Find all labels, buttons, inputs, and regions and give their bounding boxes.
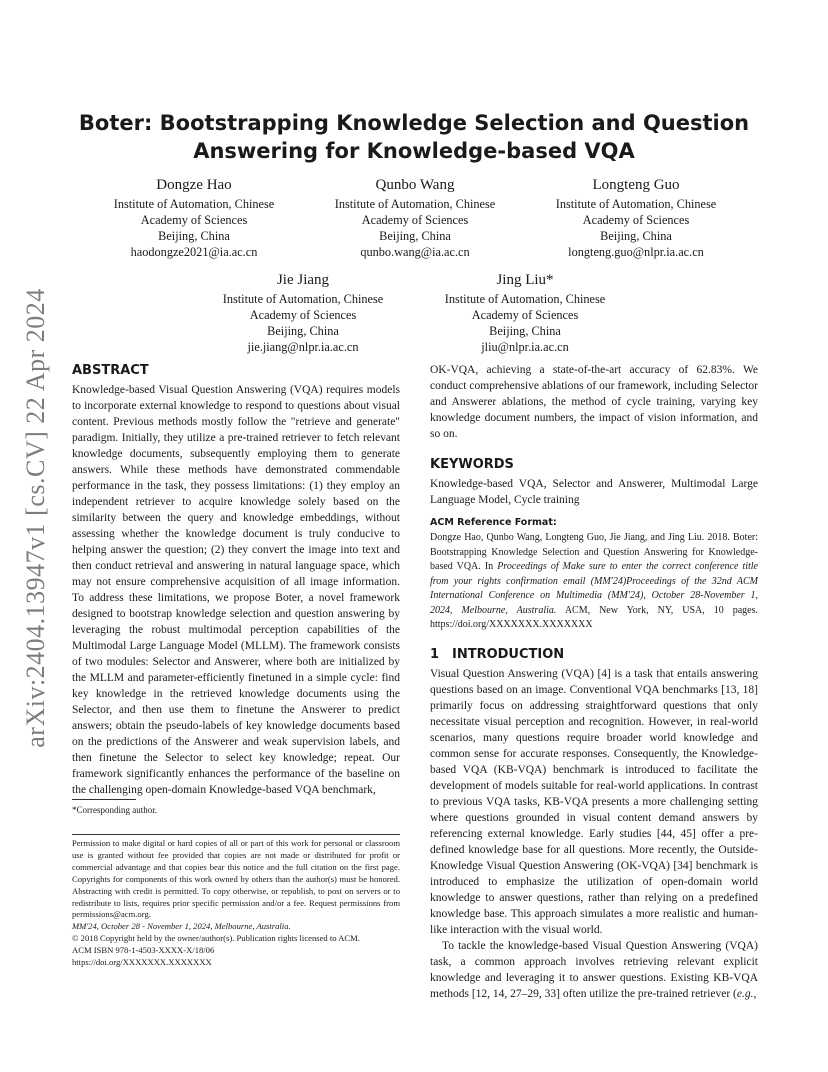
author-location: Beijing, China <box>600 229 672 243</box>
isbn-line: ACM ISBN 978-1-4503-XXXX-X/18/06 <box>72 945 215 956</box>
acm-reference-doi: ACM, New York, NY, USA, 10 pages. https://doi.org/XXXXXXX.XXXXXXX <box>430 604 758 630</box>
introduction-heading <box>430 646 758 663</box>
paragraph-italic: e.g. <box>736 987 754 1000</box>
author-name: Dongze Hao <box>156 177 232 193</box>
paragraph-text-end: , <box>753 987 757 1000</box>
permission-text: Permission to make digital or hard copies of all or part of this work for personal or classroom use is granted without fee provided that copies are not made or distributed for profit or commercial advantage and that copies bear this notice and the full citation on the first page. Copyrights for components of this work owned by others than the author(s) must be honored. Abstracting with credit is permitted. To copy otherwise, or republish, to post on servers or to redistribute to lists, requires prior specific permission and/or a fee. Request permissions from permissions@acm.org. <box>72 838 400 920</box>
section-number: 1 <box>430 646 440 662</box>
abstract-text: Knowledge-based Visual Question Answering (VQA) requires models to incorporate external knowledge to respond to questions about visual content. Previous methods mostly follow the "retrieve and generate" paradigm. Initially, they utilize a pre-trained retriever to fetch relevant knowledge documents, subsequently employing them to generate answers. While these methods have demonstrated commendable performance in the task, they possess limitations: (1) they employ an independent retriever to acquire knowledge solely based on the similarity between the query and knowledge embeddings, without assessing whether the knowledge document is truly conducive to helping answer the question; (2) they convert the image into text and then conduct retrieval and answering in natural language space, which may not ensure comprehensive acquisition of all image information. To address these limitations, we propose Boter, a novel framework designed to bootstrap knowledge selection and question answering by leveraging the robust multimodal perception capabilities of the Multimodal Large Language Model (MLLM). The framework consists of two modules: Selector and Answerer, where both are initialized by the MLLM and parameter-efficiently finetuned in a simple cycle: find key knowledge in the retrieved knowledge documents using the Selector, and then use them to finetune the Answerer to predict answers; obtain the pseudo-labels of key knowledge documents based on the predictions of the Answerer and weak supervision labels, and then finetune the Selector to select key knowledge; repeat. Our framework significantly enhances the performance of the baseline on the challenging open-domain Knowledge-based VQA benchmark, <box>72 384 400 796</box>
author-name: Jie Jiang <box>276 272 330 288</box>
author-name: Longteng Guo <box>592 177 680 193</box>
arxiv-identifier-text: arXiv:2404.13947v1 [cs.CV] 22 Apr 2024 <box>21 288 50 748</box>
author-block <box>80 176 308 260</box>
author-email: longteng.guo@nlpr.ia.ac.cn <box>568 245 704 259</box>
footnote-divider <box>72 799 136 800</box>
paragraph-text: To tackle the knowledge-based Visual Question Answering (VQA) task, a common approach involves retrieving relevant explicit knowledge and leveraging it to answer questions. Existing KB-VQA methods [12, 14, 27–29, 33] often utilize the pre-trained retriever ( <box>430 939 758 1000</box>
copyright-line: © 2018 Copyright held by the owner/author(s). Publication rights licensed to ACM. <box>72 933 360 944</box>
author-email: haodongze2021@ia.ac.cn <box>130 245 258 259</box>
acm-reference-heading: ACM Reference Format: <box>430 517 557 528</box>
title-line-2: Answering for Knowledge-based VQA <box>193 139 635 163</box>
author-location: Beijing, China <box>489 324 561 338</box>
author-name: Jing Liu* <box>496 272 554 288</box>
keywords-heading: KEYWORDS <box>430 457 514 472</box>
author-affiliation: Academy of Sciences <box>361 213 469 227</box>
keywords-text: Knowledge-based VQA, Selector and Answerer, Multimodal Large Language Model, Cycle training <box>430 478 758 506</box>
author-block <box>301 176 529 260</box>
author-block <box>189 271 417 355</box>
author-affiliation: Institute of Automation, Chinese <box>222 292 384 306</box>
author-name: Qunbo Wang <box>375 177 455 193</box>
arxiv-identifier <box>8 268 64 768</box>
paper-title <box>72 109 756 165</box>
corresponding-author-footnote: *Corresponding author. <box>72 805 157 815</box>
author-affiliation: Institute of Automation, Chinese <box>444 292 606 306</box>
left-column <box>72 362 400 798</box>
author-affiliation: Institute of Automation, Chinese <box>555 197 717 211</box>
author-location: Beijing, China <box>267 324 339 338</box>
conference-text: MM'24, October 28 - November 1, 2024, Melbourne, Australia. <box>72 921 291 932</box>
author-affiliation: Institute of Automation, Chinese <box>113 197 275 211</box>
author-affiliation: Academy of Sciences <box>249 308 357 322</box>
author-email: qunbo.wang@ia.ac.cn <box>360 245 470 259</box>
author-affiliation: Academy of Sciences <box>582 213 690 227</box>
abstract-heading: ABSTRACT <box>72 363 149 378</box>
author-block <box>522 176 750 260</box>
author-location: Beijing, China <box>158 229 230 243</box>
section-title: INTRODUCTION <box>452 646 565 662</box>
author-affiliation: Academy of Sciences <box>471 308 579 322</box>
conference-line <box>72 921 400 933</box>
right-column <box>430 362 758 1002</box>
introduction-paragraph-2 <box>430 938 758 1002</box>
author-block <box>411 271 639 355</box>
acm-reference-text <box>430 531 758 633</box>
author-email: jliu@nlpr.ia.ac.cn <box>481 340 569 354</box>
author-affiliation: Institute of Automation, Chinese <box>334 197 496 211</box>
acm-reference-authors: Dongze Hao, Qunbo Wang, Longteng Guo, Jie Jiang, and Jing Liu. 2018. Boter: Bootstrapping Knowledge Selection and Question Answering for Knowledge-based VQA. In <box>430 532 758 572</box>
author-location: Beijing, China <box>379 229 451 243</box>
permission-notice <box>72 838 400 969</box>
permission-divider <box>72 834 400 835</box>
author-affiliation: Academy of Sciences <box>140 213 248 227</box>
doi-line: https://doi.org/XXXXXXX.XXXXXXX <box>72 957 212 968</box>
title-line-1: Boter: Bootstrapping Knowledge Selection and Question <box>78 111 750 135</box>
acm-reference-venue: Proceedings of Make sure to enter the correct conference title from your rights confirmation email (MM'24)Proceedings of the 32nd ACM International Conference on Multimedia (MM'24), October 28-November 1, 2024, Melbourne, Australia. <box>430 561 758 616</box>
introduction-paragraph-1: Visual Question Answering (VQA) [4] is a task that entails answering questions based on an image. Conventional VQA benchmarks [13, 18] primarily focus on addressing straightforward questions that only necessitate visual perception and recognition. However, in real-world scenarios, many questions require broader world knowledge and common sense for accurate responses. Consequently, the Knowledge-based VQA (KB-VQA) benchmark is introduced to facilitate the development of models suitable for real-world applications. In contrast to previous VQA tasks, KB-VQA presents a more challenging setting where questions grounded in visual content demand answers by referencing external knowledge. Early studies [44, 45] offer a pre-defined knowledge base for all questions. More recently, the Outside-Knowledge Visual Question Answering (OK-VQA) [34] benchmark is introduced to emphasize the utilization of open-domain world knowledge to answer questions, rather than relying on a predefined knowledge base. This approach simulates a more realistic and human-like interaction with the visual world. <box>430 667 758 936</box>
abstract-continuation: OK-VQA, achieving a state-of-the-art accuracy of 62.83%. We conduct comprehensive ablations of our framework, including Selector and Answerer ablations, the method of cycle training, varying key knowledge document numbers, the impact of vision information, and so on. <box>430 364 758 440</box>
author-email: jie.jiang@nlpr.ia.ac.cn <box>247 340 359 354</box>
